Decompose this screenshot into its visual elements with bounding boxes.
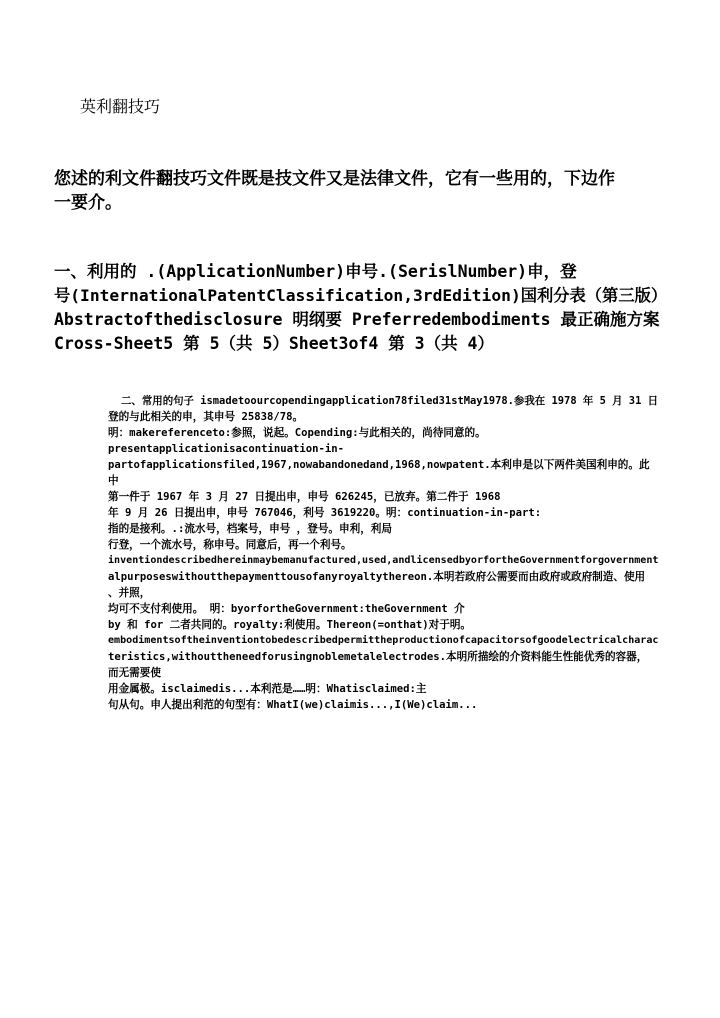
intro-paragraph (54, 167, 664, 215)
section-one-line: 号(InternationalPatentClassification,3rdEdition)国利分表（第三版） (54, 286, 668, 305)
section-two-line: by 和 for 二者共同的。royalty:利使用。Thereon(=onthat)对于明。 (108, 619, 472, 631)
section-one-line: 一、利用的 .(ApplicationNumber)申号.(SerislNumber)申，登 (54, 262, 577, 281)
section-two-line: 指的是接利。.:流水号，档案号，申号 ，登号。申利，利局 (108, 523, 392, 535)
section-one-line: Abstractofthedisclosure 明纲要 Preferredembodiments 最正确施方案 (54, 310, 660, 329)
document-title: 英利翻技巧 (80, 97, 161, 116)
section-two-line: 用金属极。isclaimedis...本利范是……明：Whatisclaimed:主 (108, 683, 427, 695)
section-two-line: 明：makereferenceto:参照，说起。Copending:与此相关的，尚待同意的。 (108, 427, 486, 439)
section-one-line: Cross-Sheet5 第 5（共 5）Sheet3of4 第 3（共 4） (54, 334, 494, 353)
section-two-line: inventiondescribedhereinmaybemanufactured,used,andlicensedbyorfortheGovernmentforgovernment (108, 555, 659, 566)
section-two-line: embodimentsoftheinventiontobedescribedpermittheproductionofcapacitorsofgoodelectricalcharac (108, 635, 659, 646)
section-two-line: 中 (108, 475, 119, 487)
section-two-line: teristics,withouttheneedforusingnoblemetalelectrodes.本明所描绘的介资料能生性能优秀的容器， (108, 651, 648, 663)
section-two-line: 而无需要使 (108, 667, 161, 679)
section-two-line: presentapplicationisacontinuation-in- (108, 443, 344, 455)
section-two-line: 第一件于 1967 年 3 月 27 日提出申，申号 626245，已放弃。第二件于 1968 (108, 491, 501, 503)
section-two-line: partofapplicationsfiled,1967,nowabandonedand,1968,nowpatent.本利申是以下两件美国利申的。此 (108, 459, 650, 471)
section-two-line: 句从句。申人提出利范的句型有：WhatI(we)claimis...,I(We)claim... (108, 699, 478, 711)
section-two-sentences (108, 393, 664, 713)
intro-line: 一要介。 (54, 193, 122, 213)
section-two-line: 年 9 月 26 日提出申，申号 767046，利号 3619220。明：continuation-in-part: (108, 507, 542, 519)
section-two-line: 均可不支付利使用。 明：byorfortheGovernment:theGovernment 介 (108, 603, 465, 615)
section-two-line: 行登，一个流水号，称申号。同意后，再一个利号。 (108, 539, 352, 551)
intro-line: 您述的利文件翻技巧文件既是技文件又是法律文件，它有一些用的，下边作 (54, 169, 615, 189)
section-one-terms (54, 260, 674, 356)
section-two-line: 二、常用的句子 ismadetoourcopendingapplication78filed31stMay1978.参我在 1978 年 5 月 31 日 (121, 395, 659, 407)
section-two-line: 登的与此相关的申，其申号 25838/78。 (108, 411, 304, 423)
section-two-line: 、并照， (108, 587, 151, 599)
section-two-line: alpurposeswithoutthepaymenttousofanyroyaltythereon.本明若政府公需要而由政府或政府制造、使用 (108, 571, 646, 583)
